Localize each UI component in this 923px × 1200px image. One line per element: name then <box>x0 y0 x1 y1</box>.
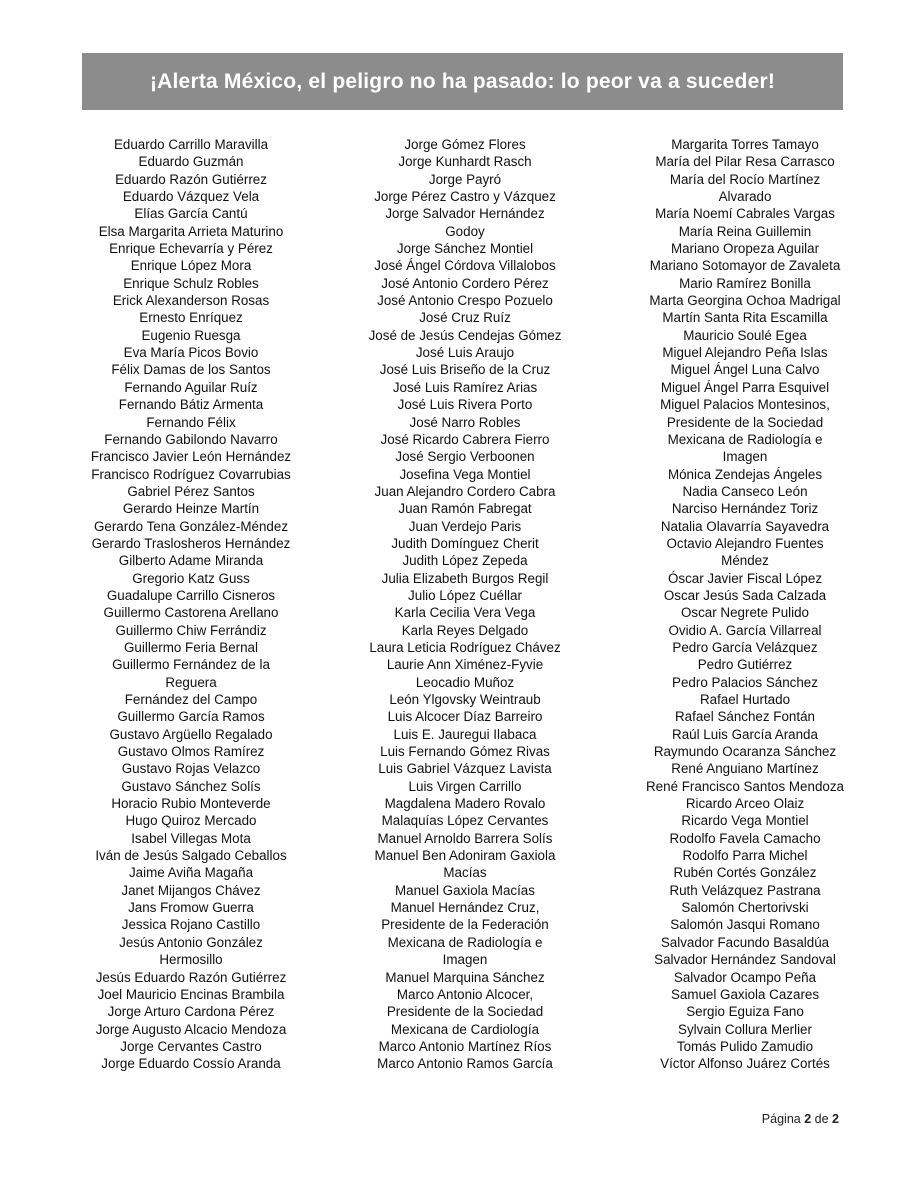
signatory-name: María Noemí Cabrales Vargas <box>655 206 835 222</box>
signatory-name: Gregorio Katz Guss <box>132 570 250 586</box>
signatory-name: Raúl Luis García Aranda <box>672 726 818 742</box>
signatory-name: Laurie Ann Ximénez-Fyvie <box>386 657 544 673</box>
page-of: de <box>814 1112 829 1126</box>
signatory-name: Mexicana de Cardiología <box>390 1021 540 1037</box>
signatory-name: Jesús Antonio González <box>119 934 263 950</box>
signatory-name: Enrique Schulz Robles <box>123 275 259 291</box>
signatory-name: Presidente de la Sociedad <box>386 1004 544 1020</box>
page-number <box>762 1112 839 1126</box>
signatory-name: Eva María Picos Bovio <box>123 345 259 361</box>
signatory-name: Jorge Payró <box>428 171 502 187</box>
signatory-name: Fernando Gabilondo Navarro <box>104 431 278 447</box>
title-banner <box>82 53 843 110</box>
signatory-name: Gustavo Argüello Regalado <box>109 726 273 742</box>
signatory-name: Salomón Chertorivski <box>681 900 809 916</box>
signatory-name: Octavio Alejandro Fuentes <box>666 535 824 551</box>
signatory-name: Sergio Eguiza Fano <box>686 1004 804 1020</box>
signatory-name: Fernández del Campo <box>124 692 258 707</box>
signatory-name: Fernando Félix <box>146 414 236 430</box>
signatory-name: Jans Fromow Guerra <box>128 900 254 916</box>
signatory-name: Guadalupe Carrillo Cisneros <box>106 587 276 603</box>
signatory-name: Juan Verdejo Paris <box>408 518 522 534</box>
signatory-name: Alvarado <box>718 189 772 205</box>
signatory-name: Ruth Velázquez Pastrana <box>669 882 821 898</box>
signatory-name: Luis Alcocer Díaz Barreiro <box>387 709 543 725</box>
signatory-name: Imagen <box>722 449 768 465</box>
signatory-name: Reguera <box>165 674 217 690</box>
signatory-name: Isabel Villegas Mota <box>131 830 251 846</box>
signatory-name: Rafael Hurtado <box>699 692 791 707</box>
signatory-name: José Luis Araujo <box>415 345 515 361</box>
signatory-name: Francisco Rodríguez Covarrubias <box>91 466 291 482</box>
signatory-name: Mauricio Soulé Egea <box>683 327 807 343</box>
signatory-name: Gustavo Sánchez Solís <box>121 778 261 794</box>
signatory-name: Eugenio Ruesga <box>141 327 241 343</box>
signatory-name: Macías <box>443 865 487 881</box>
signatory-name: Eduardo Carrillo Maravilla <box>113 137 269 152</box>
signatory-name: Elías García Cantú <box>134 206 248 222</box>
signatory-name: Guillermo García Ramos <box>117 709 265 725</box>
signatory-name: José Cruz Ruíz <box>419 310 511 326</box>
signatory-name: Marta Georgina Ochoa Madrigal <box>649 293 841 309</box>
signatory-name: Mónica Zendejas Ángeles <box>667 466 823 482</box>
signatory-name: Mariano Oropeza Aguilar <box>670 241 820 257</box>
signatory-name: Guillermo Fernández de la <box>112 657 270 673</box>
signatory-name: Imagen <box>442 952 488 968</box>
signatory-name: Laura Leticia Rodríguez Chávez <box>369 639 561 655</box>
signatory-name: Jaime Aviña Magaña <box>128 865 254 881</box>
signatory-name: Jorge Cervantes Castro <box>120 1038 262 1054</box>
signatory-name: Juan Alejandro Cordero Cabra <box>374 483 556 499</box>
signatory-name: Jorge Arturo Cardona Pérez <box>107 1004 275 1020</box>
signatory-name: José Narro Robles <box>409 414 521 430</box>
signatory-name: Leocadio Muñoz <box>415 674 515 690</box>
signatory-name: Oscar Negrete Pulido <box>680 605 809 621</box>
signatory-name: José Antonio Crespo Pozuelo <box>377 293 553 309</box>
signatory-name: Ernesto Enríquez <box>139 310 243 326</box>
signatory-name: María del Pilar Resa Carrasco <box>655 154 835 170</box>
signatory-name: José Ángel Córdova Villalobos <box>374 258 556 274</box>
signatory-name: Jorge Kunhardt Rasch <box>398 154 532 170</box>
signatory-name: Gerardo Heinze Martín <box>122 501 260 517</box>
signatory-name: Hugo Quiroz Mercado <box>125 813 257 829</box>
signatory-name: Gerardo Tena González-Méndez <box>93 518 289 534</box>
signatory-name: Ovidio A. García Villarreal <box>668 622 822 638</box>
signatory-name: Jorge Eduardo Cossío Aranda <box>101 1056 281 1072</box>
signatory-name: Méndez <box>721 553 769 569</box>
signatory-name: Presidente de la Sociedad <box>666 414 824 430</box>
signatory-name: León Ylgovsky Weintraub <box>389 692 541 707</box>
signatory-name: Elsa Margarita Arrieta Maturino <box>98 223 284 239</box>
signatory-name: Gabriel Pérez Santos <box>127 483 255 499</box>
signatory-name: Eduardo Guzmán <box>138 154 244 170</box>
signatory-name: Mario Ramírez Bonilla <box>679 275 811 291</box>
signatory-column-1 <box>66 136 316 1073</box>
signatory-name: Godoy <box>445 223 485 239</box>
signatory-name: Horacio Rubio Monteverde <box>111 796 271 812</box>
signatory-name: Salvador Ocampo Peña <box>673 969 817 985</box>
signatory-name: Tomás Pulido Zamudio <box>676 1038 814 1054</box>
signatory-name: Luis E. Jauregui Ilabaca <box>393 726 537 742</box>
signatory-name: Gustavo Rojas Velazco <box>121 761 261 777</box>
signatory-name: Marco Antonio Ramos García <box>377 1056 553 1072</box>
signatory-name: Óscar Javier Fiscal López <box>667 570 823 586</box>
signatory-name: Malaquías López Cervantes <box>381 813 549 829</box>
signatory-name: Salomón Jasqui Romano <box>670 917 820 933</box>
signatory-name: Rubén Cortés González <box>673 865 817 881</box>
signatory-name: José Luis Briseño de la Cruz <box>379 362 551 378</box>
signatory-name: Josefina Vega Montiel <box>399 466 531 482</box>
signatory-name: José Luis Ramírez Arias <box>392 379 538 395</box>
signatory-name: Juan Ramón Fabregat <box>398 501 532 517</box>
signatory-name: Jessica Rojano Castillo <box>121 917 261 933</box>
signatory-name: Miguel Palacios Montesinos, <box>660 397 830 413</box>
signatory-name: Martín Santa Rita Escamilla <box>662 310 828 326</box>
signatory-name: José Luis Rivera Porto <box>397 397 533 413</box>
signatory-name: Mariano Sotomayor de Zavaleta <box>649 258 841 274</box>
signatory-name: Gerardo Traslosheros Hernández <box>91 535 291 551</box>
signatory-name: Fernando Aguilar Ruíz <box>124 379 258 395</box>
signatory-name: Félix Damas de los Santos <box>111 362 271 378</box>
signatory-name: Julia Elizabeth Burgos Regil <box>381 570 549 586</box>
signatory-name: René Anguiano Martínez <box>671 761 819 777</box>
signatory-name: Jorge Pérez Castro y Vázquez <box>374 189 556 205</box>
signatory-name: Julio López Cuéllar <box>408 587 522 603</box>
signatory-name: José Ricardo Cabrera Fierro <box>380 431 550 447</box>
signatory-name: Enrique Echevarría y Pérez <box>109 241 273 257</box>
signatory-column-2 <box>334 136 596 1073</box>
signatory-name: Hermosillo <box>159 952 223 968</box>
page-current: 2 <box>804 1112 812 1126</box>
signatory-name: Natalia Olavarría Sayavedra <box>660 518 830 534</box>
signatory-column-3 <box>614 136 876 1073</box>
signatory-name: Nadia Canseco León <box>682 483 808 499</box>
signatory-name: Enrique López Mora <box>130 258 252 274</box>
signatory-name: Magdalena Madero Rovalo <box>384 796 546 812</box>
signatory-name: Ricardo Vega Montiel <box>681 813 809 829</box>
signatory-name: Oscar Jesús Sada Calzada <box>663 587 827 603</box>
signatory-name: Manuel Marquina Sánchez <box>385 969 545 985</box>
signatory-name: Raymundo Ocaranza Sánchez <box>653 744 837 760</box>
signatory-name: Miguel Alejandro Peña Islas <box>662 345 828 361</box>
signatory-name: Marco Antonio Martínez Ríos <box>378 1038 552 1054</box>
signatory-name: Erick Alexanderson Rosas <box>112 293 270 309</box>
signatory-name: Sylvain Collura Merlier <box>678 1021 812 1037</box>
signatory-name: José Sergio Verboonen <box>395 449 535 465</box>
signatory-name: Salvador Hernández Sandoval <box>654 952 836 968</box>
signatory-name: Pedro Palacios Sánchez <box>672 674 818 690</box>
signatory-name: Manuel Hernández Cruz, <box>390 900 540 916</box>
signatory-name: Luis Gabriel Vázquez Lavista <box>378 761 552 777</box>
signatory-name: Mexicana de Radiología e <box>667 431 823 447</box>
signatory-name: Presidente de la Federación <box>381 917 549 933</box>
signatory-name: José de Jesús Cendejas Gómez <box>368 327 562 343</box>
page-label: Página <box>761 1112 801 1126</box>
signatory-name: Narciso Hernández Toriz <box>671 501 819 517</box>
signatory-name: Guillermo Feria Bernal <box>124 639 258 655</box>
signatory-name: Fernando Bátiz Armenta <box>118 397 264 413</box>
signatory-name: Pedro Gutiérrez <box>697 657 793 673</box>
signatory-name: Jesús Eduardo Razón Gutiérrez <box>95 969 287 985</box>
signatory-name: Rodolfo Parra Michel <box>682 848 808 864</box>
signatory-name: José Antonio Cordero Pérez <box>381 275 549 291</box>
signatory-name: Jorge Salvador Hernández <box>385 206 545 222</box>
signatory-name: Judith Domínguez Cherit <box>391 535 539 551</box>
signatory-name: Francisco Javier León Hernández <box>90 449 292 465</box>
signatory-name: Pedro García Velázquez <box>672 639 818 655</box>
signatory-name: Marco Antonio Alcocer, <box>396 986 534 1002</box>
signatory-name: Karla Reyes Delgado <box>401 622 529 638</box>
signatory-name: Rodolfo Favela Camacho <box>669 830 821 846</box>
signatory-name: María Reina Guillemin <box>678 223 812 239</box>
signatory-name: Jorge Augusto Alcacio Mendoza <box>95 1021 287 1037</box>
signatory-name: Miguel Ángel Luna Calvo <box>670 362 820 378</box>
signatory-name: Judith López Zepeda <box>402 553 528 569</box>
signatory-name: Guillermo Chiw Ferrándiz <box>115 622 267 638</box>
signatory-name: María del Rocío Martínez <box>669 171 821 187</box>
signatory-name: Luis Virgen Carrillo <box>408 778 522 794</box>
signatory-name: Jorge Gómez Flores <box>404 137 526 152</box>
signatory-name: Gustavo Olmos Ramírez <box>117 744 265 760</box>
signatory-name: Ricardo Arceo Olaiz <box>685 796 805 812</box>
signatory-name: Manuel Gaxiola Macías <box>395 882 535 898</box>
signatory-name: Margarita Torres Tamayo <box>671 137 819 152</box>
page-title: ¡Alerta México, el peligro no ha pasado: lo peor va a suceder! <box>149 69 776 93</box>
signatory-name: Jorge Sánchez Montiel <box>396 241 534 257</box>
signatory-name: Eduardo Razón Gutiérrez <box>115 171 267 187</box>
signatory-name: Rafael Sánchez Fontán <box>675 709 815 725</box>
signatory-name: Miguel Ángel Parra Esquivel <box>660 379 830 395</box>
signatory-name: Manuel Ben Adoniram Gaxiola <box>374 848 556 864</box>
signatory-name: Samuel Gaxiola Cazares <box>670 986 820 1002</box>
signatory-name: Janet Mijangos Chávez <box>121 882 261 898</box>
signatory-name: Mexicana de Radiología e <box>387 934 543 950</box>
signatory-name: Eduardo Vázquez Vela <box>122 189 260 205</box>
signatory-name: Gilberto Adame Miranda <box>118 553 264 569</box>
page-total: 2 <box>832 1112 839 1126</box>
signatory-name: Iván de Jesús Salgado Ceballos <box>95 848 287 864</box>
signatory-name: Manuel Arnoldo Barrera Solís <box>377 830 553 846</box>
signatory-name: Karla Cecilia Vera Vega <box>394 605 536 621</box>
signatory-name: Joel Mauricio Encinas Brambila <box>97 986 285 1002</box>
signatory-name: Luis Fernando Gómez Rivas <box>380 744 550 760</box>
signatory-name: Guillermo Castorena Arellano <box>103 605 279 621</box>
signatory-name: Víctor Alfonso Juárez Cortés <box>660 1056 830 1072</box>
signatory-name: René Francisco Santos Mendoza <box>646 778 844 794</box>
signatory-name: Salvador Facundo Basaldúa <box>660 934 830 950</box>
